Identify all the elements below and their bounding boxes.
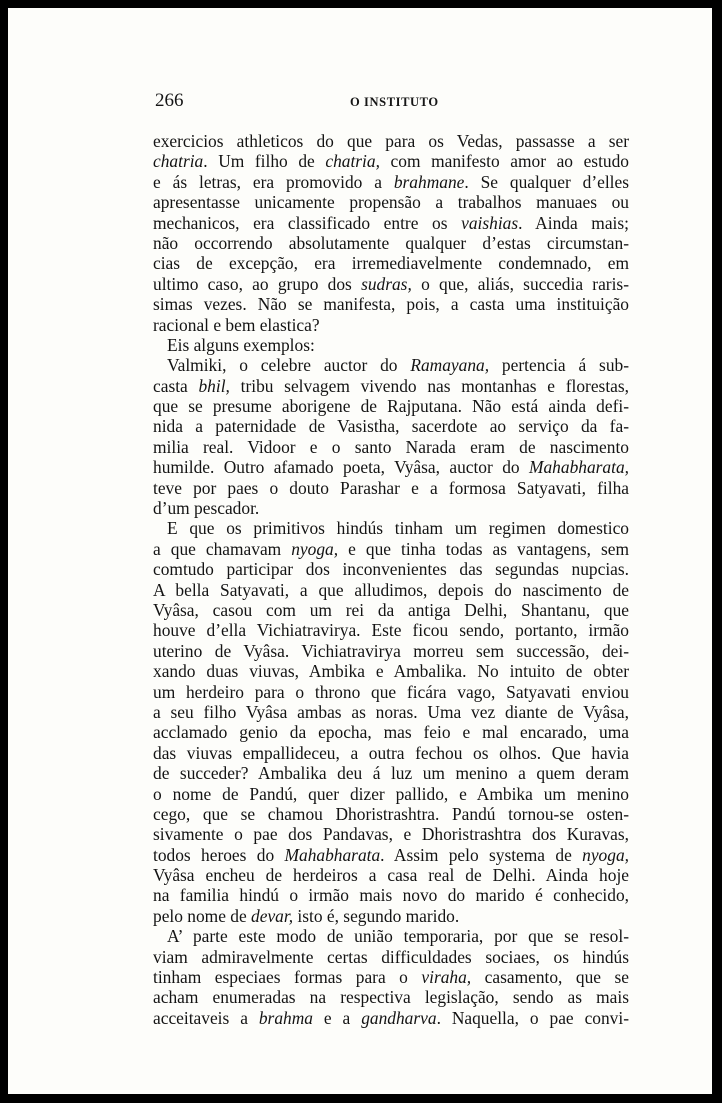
text-run: ultimo caso, ao grupo dos — [153, 273, 362, 294]
text-run: simas vezes. Não se manifesta, pois, a casta uma instituição — [153, 294, 629, 315]
text-line — [153, 906, 629, 926]
text-line — [153, 865, 629, 885]
text-line — [153, 824, 629, 844]
text-run: das viuvas empallideceu, a outra fechou os olhos. Que havia — [153, 742, 629, 763]
page-number: 266 — [155, 90, 184, 111]
text-run: . Naquella, o pae convi- — [436, 1007, 629, 1028]
text-run: viam admiravelmente certas difficuldades sociaes, os hindús — [153, 946, 629, 967]
text-line — [153, 274, 629, 294]
text-line — [153, 641, 629, 661]
text-run: exercicios athleticos do que para os Vedas, passasse a ser — [153, 131, 629, 151]
text-line — [153, 600, 629, 620]
text-run: a que chamavam — [153, 538, 292, 559]
text-line — [153, 947, 629, 967]
text-run: um herdeiro para o throno que ficára vago, Satyavati enviou — [153, 681, 629, 702]
text-run: não occorrendo absolutamente qualquer d’estas circumstan- — [153, 232, 629, 253]
text-run: Vyâsa encheu de herdeiros a casa real de Delhi. Ainda hoje — [153, 865, 629, 886]
text-run: a seu filho Vyâsa ambas as noras. Uma vez diante de Vyâsa, — [153, 701, 629, 722]
text-line — [153, 396, 629, 416]
text-run: o que, aliás, succedia raris- — [411, 273, 629, 294]
running-title: O INSTITUTO — [350, 95, 439, 109]
text-run: todos heroes do — [153, 844, 285, 865]
text-line — [153, 743, 629, 763]
italic-term: nyoga, — [582, 844, 629, 865]
text-run: o nome de Pandú, quer dizer pallido, e Ambika um menino — [153, 783, 629, 804]
text-run: pelo nome de — [153, 905, 252, 926]
book-page — [8, 8, 712, 1094]
text-run: racional e bem elastica? — [153, 314, 320, 335]
italic-term: gandharva — [361, 1007, 437, 1028]
italic-term: Mahabharata — [284, 844, 381, 865]
text-run: na familia hindú o irmão mais novo do marido é conhecido, — [153, 885, 629, 906]
text-run: casamento, que se — [471, 967, 629, 988]
text-run: mechanicos, era classificado entre os — [153, 212, 462, 233]
italic-term: Mahabharata, — [529, 457, 629, 478]
text-run: d’um pescador. — [153, 498, 260, 519]
text-run: xando duas viuvas, Ambika e Ambalika. No intuito de obter — [153, 661, 629, 682]
text-run: Valmiki, o celebre auctor do — [167, 355, 411, 376]
italic-term: Ramayana, — [410, 355, 490, 376]
text-line — [153, 580, 629, 600]
text-run: cego, que se chamou Dhoristrashtra. Pandú tornou-se osten- — [153, 803, 629, 824]
italic-term: devar, — [251, 905, 294, 926]
text-run: e a — [312, 1007, 362, 1028]
text-run: apresentasse unicamente propensão a trabalhos manuaes ou — [153, 192, 629, 213]
body-text — [153, 131, 629, 1028]
italic-term: chatria — [153, 151, 204, 172]
text-run: Eis alguns exemplos: — [167, 334, 315, 355]
text-line — [153, 457, 629, 477]
text-run: A bella Satyavati, a que alludimos, depois do nascimento de — [153, 579, 629, 600]
text-line — [153, 661, 629, 681]
italic-term: bhil, — [198, 375, 230, 396]
text-run: casta — [153, 375, 199, 396]
page-header — [155, 90, 635, 114]
text-run: e que tinha todas as vantagens, sem — [338, 538, 629, 559]
text-run: uterino de Vyâsa. Vichiatravirya morreu sem successão, dei- — [153, 640, 629, 661]
text-run: houve d’ella Vichiatravirya. Este ficou sendo, portanto, irmão — [153, 620, 629, 641]
text-line — [153, 702, 629, 722]
text-run: A’ parte este modo de união temporaria, por que se resol- — [167, 926, 629, 947]
text-run: comtudo participar dos inconvenientes das segundas nupcias. — [153, 559, 629, 580]
text-line — [153, 172, 629, 192]
text-run: sivamente o pae dos Pandavas, e Dhoristrashtra dos Kuravas, — [153, 824, 629, 845]
text-line — [153, 784, 629, 804]
text-line — [153, 192, 629, 212]
text-run: com manifesto amor ao estudo — [379, 151, 629, 172]
text-run: que se presume aborigene de Rajputana. Não está ainda defi- — [153, 396, 629, 417]
text-line — [153, 213, 629, 233]
text-line — [153, 498, 629, 518]
italic-term: viraha, — [421, 967, 472, 988]
text-line — [153, 967, 629, 987]
text-line — [153, 845, 629, 865]
text-run: tribu selvagem vivendo nas montanhas e florestas, — [229, 375, 629, 396]
italic-term: vaishias — [461, 212, 519, 233]
text-run: de succeder? Ambalika deu á luz um menino a quem deram — [153, 763, 629, 784]
text-line — [153, 131, 629, 151]
text-run: . Se qualquer d’elles — [464, 171, 629, 192]
text-run: acclamado genio da epocha, mas feio e mal encarado, uma — [153, 722, 629, 743]
text-line — [153, 253, 629, 273]
text-line — [153, 1008, 629, 1028]
text-line — [153, 518, 629, 538]
text-line — [153, 478, 629, 498]
text-run: isto é, segundo marido. — [293, 905, 460, 926]
italic-term: sudras, — [361, 273, 412, 294]
text-line — [153, 294, 629, 314]
text-line — [153, 987, 629, 1007]
text-line — [153, 620, 629, 640]
text-run: E que os primitivos hindús tinham um regimen domestico — [167, 518, 629, 539]
text-run: humilde. Outro afamado poeta, Vyâsa, auctor do — [153, 457, 529, 478]
text-line — [153, 233, 629, 253]
text-run: acham enumeradas na respectiva legislação, sendo as mais — [153, 987, 629, 1008]
text-line — [153, 763, 629, 783]
text-run: acceitaveis a — [153, 1007, 259, 1028]
text-run: teve por paes o douto Parashar e a formosa Satyavati, filha — [153, 477, 629, 498]
italic-term: nyoga, — [291, 538, 339, 559]
italic-term: brahmane — [393, 171, 465, 192]
text-line — [153, 416, 629, 436]
text-line — [153, 335, 629, 355]
text-line — [153, 559, 629, 579]
text-run: . Assim pelo systema de — [380, 844, 583, 865]
italic-term: brahma — [258, 1007, 313, 1028]
text-run: Vyâsa, casou com um rei da antiga Delhi, Shantanu, que — [153, 599, 629, 620]
text-line — [153, 315, 629, 335]
text-line — [153, 885, 629, 905]
italic-term: chatria, — [325, 151, 380, 172]
text-line — [153, 355, 629, 375]
text-run: cias de excepção, era irremediavelmente condemnado, em — [153, 253, 629, 274]
text-run: pertencia á sub- — [489, 355, 629, 376]
text-line — [153, 151, 629, 171]
text-line — [153, 437, 629, 457]
text-line — [153, 682, 629, 702]
text-run: milia real. Vidoor e o santo Narada eram de nascimento — [153, 436, 629, 457]
text-run: e ás letras, era promovido a — [153, 171, 394, 192]
text-run: . Ainda mais; — [518, 212, 629, 233]
text-line — [153, 926, 629, 946]
text-run: nida a paternidade de Vasistha, sacerdote ao serviço da fa- — [153, 416, 629, 437]
text-line — [153, 376, 629, 396]
text-line — [153, 539, 629, 559]
text-line — [153, 804, 629, 824]
text-line — [153, 722, 629, 742]
text-run: . Um filho de — [203, 151, 326, 172]
text-run: tinham especiaes formas para o — [153, 967, 422, 988]
